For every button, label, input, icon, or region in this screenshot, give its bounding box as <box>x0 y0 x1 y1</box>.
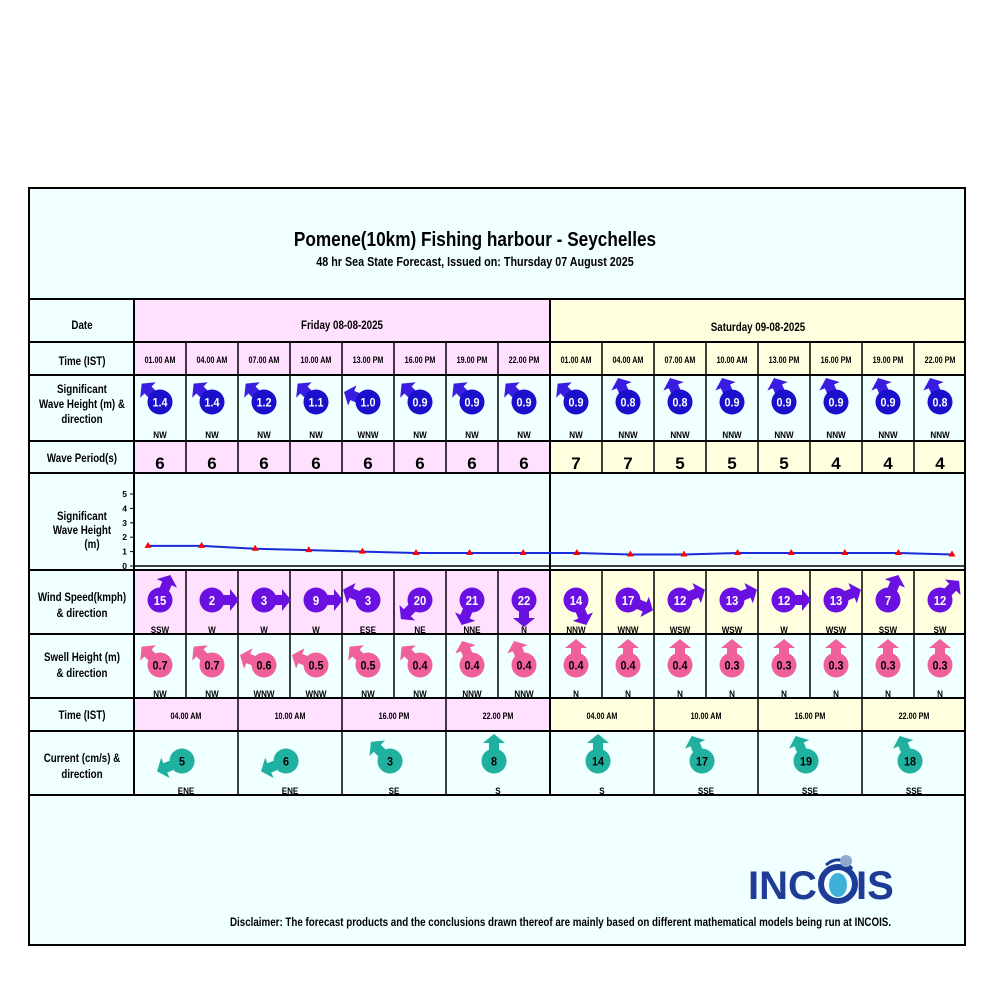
row-label-wind: Wind Speed(kmph) <box>37 591 127 605</box>
wave-height-value: 0.9 <box>776 397 792 410</box>
swell-height-value: 0.4 <box>568 660 584 673</box>
wind-direction-label: WSW <box>721 624 743 636</box>
row-label-period: Wave Period(s) <box>46 452 118 466</box>
wave-height-value: 0.8 <box>672 397 688 410</box>
swell-height-value: 0.3 <box>828 660 844 673</box>
wind-speed-value: 17 <box>621 593 635 609</box>
time-label: 13.00 PM <box>352 355 384 366</box>
wave-height-value: 0.9 <box>464 397 480 410</box>
current-time-label: 16.00 PM <box>794 711 826 722</box>
wave-direction-label: WNW <box>357 429 379 441</box>
row-label-wave: direction <box>61 413 103 427</box>
time-label: 16.00 PM <box>820 355 852 366</box>
wave-height-value: 1.4 <box>204 397 220 410</box>
current-direction-label: S <box>599 785 605 797</box>
chart-y-tick-label: 4 <box>122 503 127 514</box>
logo-text-left: INC <box>748 864 817 908</box>
wave-direction-label: NNW <box>774 429 794 441</box>
forecast-table <box>30 189 964 944</box>
wind-direction-label: W <box>780 624 788 636</box>
wind-speed-value: 9 <box>312 593 320 609</box>
row-label-wave: Wave Height (m) & <box>39 398 125 412</box>
wave-height-value: 0.9 <box>828 397 844 410</box>
wave-height-value: 0.8 <box>620 397 636 410</box>
wind-speed-value: 3 <box>364 593 372 609</box>
wind-direction-label: NNE <box>463 624 481 636</box>
current-direction-label: SSE <box>697 785 715 797</box>
current-speed-value: 3 <box>386 756 394 769</box>
row-label-chart: Significant <box>57 510 107 524</box>
disclaimer-text: Disclaimer: The forecast products and the conclusions drawn thereof are mainly based on different mathematical models being run at INCOIS. <box>230 917 892 929</box>
swell-height-value: 0.3 <box>724 660 740 673</box>
wave-period-value: 6 <box>467 454 477 473</box>
wind-speed-value: 7 <box>884 593 892 609</box>
current-speed-value: 8 <box>490 756 498 769</box>
current-direction-label: ENE <box>281 785 299 797</box>
swell-direction-label: N <box>677 688 683 700</box>
time-label: 10.00 AM <box>716 355 748 366</box>
current-direction-label: ENE <box>177 785 195 797</box>
wave-height-value: 1.4 <box>152 397 168 410</box>
row-label-swell: Swell Height (m) <box>44 651 120 665</box>
swell-height-value: 0.4 <box>464 660 480 673</box>
current-direction-label: SE <box>388 785 400 797</box>
swell-direction-label: N <box>781 688 787 700</box>
wave-direction-label: NW <box>309 429 323 441</box>
time-label: 16.00 PM <box>404 355 436 366</box>
swell-height-value: 0.7 <box>152 660 168 673</box>
wave-direction-label: NW <box>465 429 479 441</box>
chart-y-tick-label: 1 <box>122 546 127 557</box>
wave-height-value: 0.9 <box>516 397 532 410</box>
time-label: 07.00 AM <box>664 355 696 366</box>
row-label-chart: (m) <box>84 538 100 552</box>
time-label: 19.00 PM <box>456 355 488 366</box>
wind-direction-label: N <box>521 624 527 636</box>
time-label: 01.00 AM <box>144 355 176 366</box>
wave-direction-label: NNW <box>930 429 950 441</box>
wind-speed-value: 20 <box>413 593 427 609</box>
wave-period-value: 5 <box>727 454 737 473</box>
wave-direction-label: NNW <box>670 429 690 441</box>
current-time-label: 22.00 PM <box>898 711 930 722</box>
wind-direction-label: WNW <box>617 624 639 636</box>
swell-height-value: 0.3 <box>776 660 792 673</box>
time-label: 22.00 PM <box>924 355 956 366</box>
wind-speed-value: 15 <box>153 593 167 609</box>
forecast-panel <box>28 187 966 946</box>
logo-text-right: IS <box>856 864 894 908</box>
swell-direction-label: NW <box>413 688 427 700</box>
row-label-current: Current (cm/s) & <box>43 752 121 766</box>
wave-height-value: 0.9 <box>880 397 896 410</box>
wave-direction-label: NNW <box>618 429 638 441</box>
current-direction-label: SSE <box>905 785 923 797</box>
swell-direction-label: N <box>885 688 891 700</box>
current-time-label: 10.00 AM <box>690 711 722 722</box>
wind-speed-value: 12 <box>933 593 947 609</box>
wind-direction-label: SSW <box>150 624 170 636</box>
time-label: 19.00 PM <box>872 355 904 366</box>
row-label-date: Date <box>71 319 93 333</box>
wind-speed-value: 12 <box>777 593 791 609</box>
wind-speed-value: 3 <box>260 593 268 609</box>
wave-direction-label: NNW <box>878 429 898 441</box>
row-label-current: direction <box>61 768 103 782</box>
wind-direction-label: SSW <box>878 624 898 636</box>
time-label: 01.00 AM <box>560 355 592 366</box>
time-label: 07.00 AM <box>248 355 280 366</box>
current-time-label: 22.00 PM <box>482 711 514 722</box>
swell-height-value: 0.3 <box>880 660 896 673</box>
row-label-time2: Time (IST) <box>58 709 106 723</box>
current-speed-value: 19 <box>799 756 813 769</box>
wave-period-value: 6 <box>155 454 165 473</box>
wave-direction-label: NW <box>257 429 271 441</box>
current-direction-label: SSE <box>801 785 819 797</box>
wind-direction-label: WSW <box>669 624 691 636</box>
swell-height-value: 0.7 <box>204 660 220 673</box>
time-label: 04.00 AM <box>196 355 228 366</box>
wave-direction-label: NW <box>569 429 583 441</box>
swell-height-value: 0.5 <box>308 660 324 673</box>
wave-period-value: 6 <box>363 454 373 473</box>
wave-period-value: 6 <box>311 454 321 473</box>
wave-period-value: 6 <box>519 454 529 473</box>
row-label-wave: Significant <box>57 383 107 397</box>
wind-speed-value: 13 <box>725 593 739 609</box>
chart-y-tick-label: 2 <box>122 532 127 543</box>
current-speed-value: 6 <box>282 756 290 769</box>
row-label-swell: & direction <box>56 667 108 681</box>
swell-height-value: 0.4 <box>672 660 688 673</box>
wave-period-value: 6 <box>415 454 425 473</box>
current-direction-label: S <box>495 785 501 797</box>
satellite-dish-icon <box>821 855 855 901</box>
swell-direction-label: N <box>729 688 735 700</box>
current-time-label: 04.00 AM <box>170 711 202 722</box>
wind-speed-value: 2 <box>208 593 216 609</box>
wave-period-value: 4 <box>831 454 841 473</box>
current-speed-value: 14 <box>591 756 605 769</box>
page-title: Pomene(10km) Fishing harbour - Seychelles <box>293 229 657 251</box>
wave-period-value: 7 <box>623 454 633 473</box>
swell-direction-label: NW <box>205 688 219 700</box>
wave-period-value: 7 <box>571 454 581 473</box>
current-speed-value: 18 <box>903 756 917 769</box>
swell-height-value: 0.4 <box>620 660 636 673</box>
swell-direction-label: NNW <box>514 688 534 700</box>
swell-direction-label: NW <box>153 688 167 700</box>
wind-speed-value: 21 <box>465 593 479 609</box>
current-speed-value: 5 <box>178 756 186 769</box>
wave-period-value: 4 <box>935 454 945 473</box>
wave-direction-label: NW <box>153 429 167 441</box>
wind-direction-label: ESE <box>359 624 377 636</box>
row-label-time: Time (IST) <box>58 355 106 369</box>
wave-period-value: 5 <box>779 454 789 473</box>
incois-logo <box>748 851 898 916</box>
swell-height-value: 0.4 <box>516 660 532 673</box>
chart-y-tick-label: 3 <box>122 517 127 528</box>
swell-direction-label: WNW <box>305 688 327 700</box>
wind-direction-label: W <box>208 624 216 636</box>
swell-direction-label: N <box>573 688 579 700</box>
wave-height-value: 0.8 <box>932 397 948 410</box>
chart-point <box>198 542 205 548</box>
day-header-friday: Friday 08-08-2025 <box>301 319 383 333</box>
wave-direction-label: NW <box>205 429 219 441</box>
wind-speed-value: 22 <box>517 593 531 609</box>
wave-direction-label: NNW <box>722 429 742 441</box>
chart-y-tick-label: 0 <box>122 561 127 571</box>
wave-height-value: 0.9 <box>412 397 428 410</box>
wave-height-value: 1.0 <box>360 397 376 410</box>
swell-height-value: 0.3 <box>932 660 948 673</box>
wave-height-value: 1.2 <box>256 397 272 410</box>
row-label-wind: & direction <box>56 607 108 621</box>
wave-direction-label: NNW <box>826 429 846 441</box>
wave-period-value: 6 <box>207 454 217 473</box>
current-time-label: 10.00 AM <box>274 711 306 722</box>
saturday-period-bg <box>550 441 964 473</box>
wind-direction-label: NNW <box>566 624 586 636</box>
wave-period-value: 4 <box>883 454 893 473</box>
wind-direction-label: W <box>260 624 268 636</box>
page-subtitle: 48 hr Sea State Forecast, Issued on: Thursday 07 August 2025 <box>316 255 634 269</box>
swell-direction-label: NNW <box>462 688 482 700</box>
swell-direction-label: N <box>833 688 839 700</box>
current-time-label: 16.00 PM <box>378 711 410 722</box>
wind-speed-value: 12 <box>673 593 687 609</box>
wave-direction-label: NW <box>517 429 531 441</box>
current-time-label: 04.00 AM <box>586 711 618 722</box>
current-speed-value: 17 <box>695 756 709 769</box>
swell-height-value: 0.4 <box>412 660 428 673</box>
swell-height-value: 0.5 <box>360 660 376 673</box>
wave-height-value: 0.9 <box>568 397 584 410</box>
wind-direction-label: WSW <box>825 624 847 636</box>
time-label: 10.00 AM <box>300 355 332 366</box>
wind-direction-label: SW <box>933 624 947 636</box>
swell-direction-label: WNW <box>253 688 275 700</box>
saturday-wind-bg <box>550 570 964 634</box>
wind-direction-label: W <box>312 624 320 636</box>
swell-direction-label: N <box>937 688 943 700</box>
swell-height-value: 0.6 <box>256 660 272 673</box>
chart-point <box>145 542 152 548</box>
row-label-chart: Wave Height <box>52 524 112 538</box>
time-label: 04.00 AM <box>612 355 644 366</box>
time-label: 22.00 PM <box>508 355 540 366</box>
wave-height-value: 0.9 <box>724 397 740 410</box>
wind-direction-label: NE <box>414 624 426 636</box>
time-label: 13.00 PM <box>768 355 800 366</box>
swell-direction-label: N <box>625 688 631 700</box>
wave-period-value: 5 <box>675 454 685 473</box>
swell-direction-label: NW <box>361 688 375 700</box>
wind-speed-value: 13 <box>829 593 843 609</box>
day-header-saturday: Saturday 09-08-2025 <box>710 321 806 335</box>
wave-period-value: 6 <box>259 454 269 473</box>
wave-direction-label: NW <box>413 429 427 441</box>
wind-speed-value: 14 <box>569 593 583 609</box>
wave-height-value: 1.1 <box>308 397 324 410</box>
chart-y-tick-label: 5 <box>122 489 127 499</box>
